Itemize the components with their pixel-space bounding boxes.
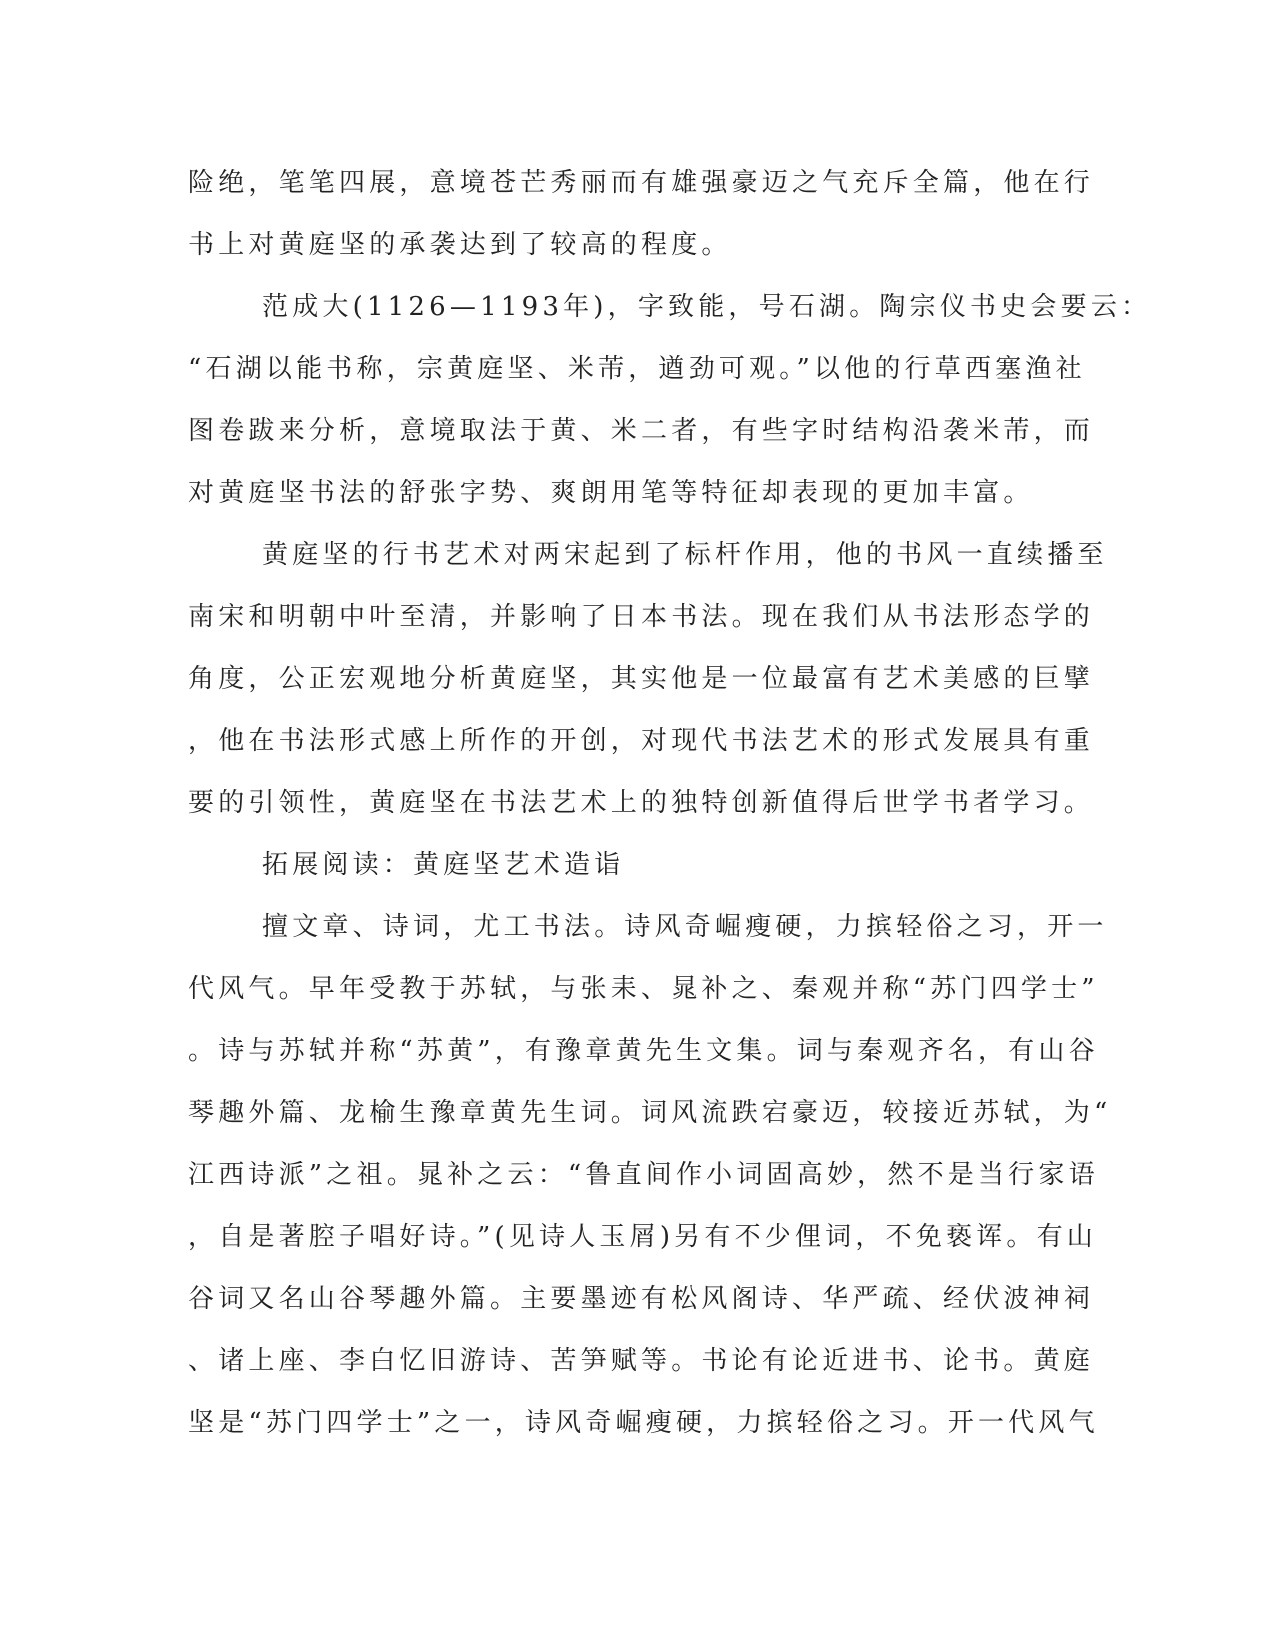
text-line: 范成大(1126—1193年)，字致能，号石湖。陶宗仪书史会要云： [262,292,1152,322]
text-line: 要的引领性，黄庭坚在书法艺术上的独特创新值得后世学书者学习。 [188,788,1095,818]
text-line: “石湖以能书称，宗黄庭坚、米芾，遒劲可观。”以他的行草西塞渔社 [188,354,1086,384]
text-line: 擅文章、诗词，尤工书法。诗风奇崛瘦硬，力摈轻俗之习，开一 [262,912,1108,942]
text-line: 角度，公正宏观地分析黄庭坚，其实他是一位最富有艺术美感的巨擘 [188,664,1095,694]
text-line: ，自是著腔子唱好诗。”(见诗人玉屑)另有不少俚词，不免亵诨。有山 [188,1222,1097,1252]
text-line: 对黄庭坚书法的舒张字势、爽朗用笔等特征却表现的更加丰富。 [188,478,1034,508]
document-body [188,152,1152,1454]
text-line: 琴趣外篇、龙榆生豫章黄先生词。词风流跌宕豪迈，较接近苏轼，为“ [188,1098,1112,1128]
text-line: 坚是“苏门四学士”之一，诗风奇崛瘦硬，力摈轻俗之习。开一代风气 [188,1408,1099,1438]
text-line: 险绝，笔笔四展，意境苍芒秀丽而有雄强豪迈之气充斥全篇，他在行 [188,168,1095,198]
text-line: 、诸上座、李白忆旧游诗、苦笋赋等。书论有论近进书、论书。黄庭 [188,1346,1095,1376]
text-line: 黄庭坚的行书艺术对两宋起到了标杆作用，他的书风一直续播至 [262,540,1108,570]
text-line: 代风气。早年受教于苏轼，与张耒、晁补之、秦观并称“苏门四学士” [188,974,1099,1004]
text-line: 南宋和明朝中叶至清，并影响了日本书法。现在我们从书法形态学的 [188,602,1095,632]
text-line: ，他在书法形式感上所作的开创，对现代书法艺术的形式发展具有重 [188,726,1095,756]
text-line: 江西诗派”之祖。晁补之云：“鲁直间作小词固高妙，然不是当行家语 [188,1160,1099,1190]
section-heading: 拓展阅读：黄庭坚艺术造诣 [262,850,625,880]
text-line: 谷词又名山谷琴趣外篇。主要墨迹有松风阁诗、华严疏、经伏波神祠 [188,1284,1095,1314]
text-line: 书上对黄庭坚的承袭达到了较高的程度。 [188,230,732,260]
text-line: 图卷跋来分析，意境取法于黄、米二者，有些字时结构沿袭米芾，而 [188,416,1095,446]
text-line: 。诗与苏轼并称“苏黄”，有豫章黄先生文集。词与秦观齐名，有山谷 [188,1036,1099,1066]
